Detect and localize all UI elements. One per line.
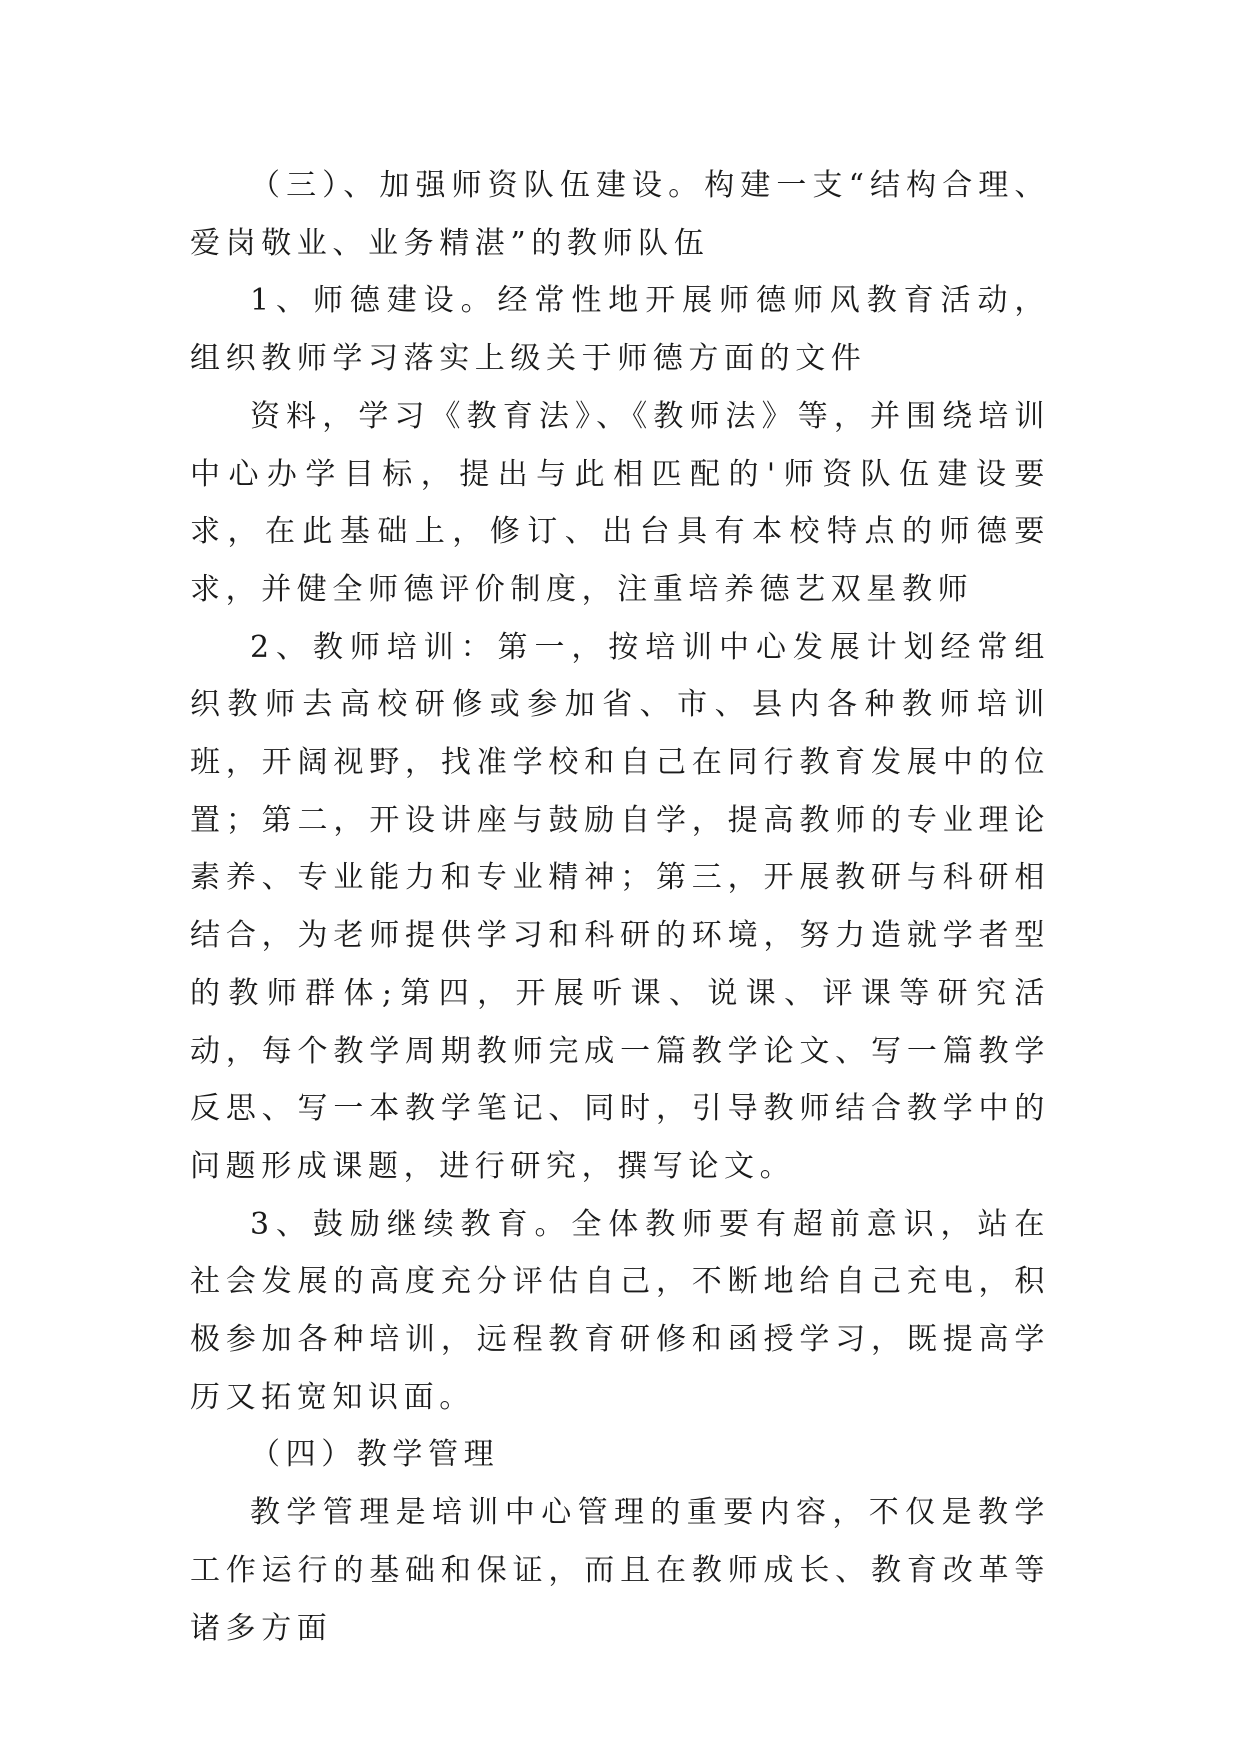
paragraph-teaching-management: 教学管理是培训中心管理的重要内容，不仅是教学工作运行的基础和保证，而且在教师成长、教育改革等诸多方面 xyxy=(190,1495,1050,1646)
section-heading-teaching-management: （四）教学管理 xyxy=(250,1437,500,1473)
paragraph-materials: 资料，学习《教育法》、《教师法》等，并围绕培训中心办学目标，提出与此相匹配的'师资队伍建设要求，在此基础上，修订、出台具有本校特点的师德要求，并健全师德评价制度，注重培养德艺双星教师 xyxy=(190,398,1050,607)
section-heading-teacher-team: （三）、加强师资队伍建设。构建一支“结构合理、爱岗敬业、业务精湛”的教师队伍 xyxy=(190,168,1050,261)
paragraph-ethics: 1、师德建设。经常性地开展师德师风教育活动，组织教师学习落实上级关于师德方面的文件 xyxy=(190,283,1050,377)
document-page xyxy=(190,157,1050,1657)
paragraph-continuing-education: 3、鼓励继续教育。全体教师要有超前意识，站在社会发展的高度充分评估自己，不断地给自己充电，积极参加各种培训，远程教育研修和函授学习，既提高学历又拓宽知识面。 xyxy=(190,1206,1050,1415)
paragraph-training: 2、教师培训：第一，按培训中心发展计划经常组织教师去高校研修或参加省、市、县内各种教师培训班，开阔视野，找准学校和自己在同行教育发展中的位置；第二，开设讲座与鼓励自学，提高教师的专业理论素养、专业能力和专业精神；第三，开展教研与科研相结合，为老师提供学习和科研的环境，努力造就学者型的教师群体;第四，开展听课、说课、评课等研究活动，每个教学周期教师完成一篇教学论文、写一篇教学反思、写一本教学笔记、同时，引导教师结合教学中的问题形成课题，进行研究，撰写论文。 xyxy=(190,629,1050,1184)
